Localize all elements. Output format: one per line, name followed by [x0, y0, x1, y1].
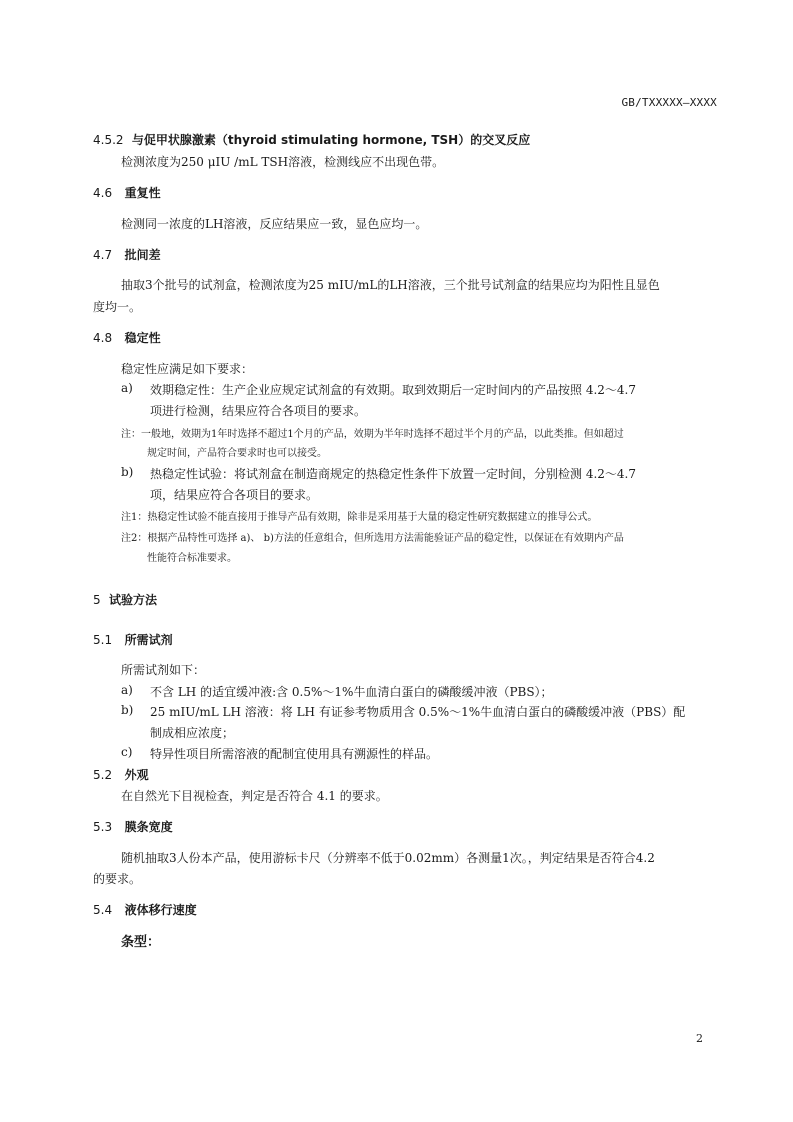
section-title: 稳定性	[124, 331, 161, 345]
paragraph-line: 度均一。	[93, 300, 142, 314]
paragraph: 稳定性应满足如下要求：	[121, 362, 254, 376]
list-item-text: 不含 LH 的适宜缓冲液:含 0.5%～1%牛血清白蛋白的磷酸缓冲液（PBS）；	[150, 685, 553, 699]
note: 注2：根据产品特性可选择 a)、 b)方法的任意组合，但所选用方法需能验证产品的稳定性，以保证在有效期内产品	[121, 533, 624, 544]
section-title: 试验方法	[109, 593, 158, 607]
section-title: 与促甲状腺激素（thyroid stimulating hormone, TSH）的交叉反应	[131, 133, 531, 147]
list-item-text: 项进行检测，结果应符合各项目的要求。	[150, 404, 367, 418]
paragraph: 检测同一浓度的LH溶液，反应结果应一致，显色应均一。	[121, 217, 428, 231]
subheading: 条型：	[121, 935, 161, 950]
paragraph: 检测浓度为250 μIU /mL TSH溶液，检测线应不出现色带。	[121, 155, 445, 169]
list-item-text: 25 mIU/mL LH 溶液：将 LH 有证参考物质用含 0.5%～1%牛血清白蛋白的磷酸缓冲液（PBS）配	[150, 705, 686, 719]
note: 注：一般地，效期为1年时选择不超过1个月的产品，效期为半年时选择不超过半个月的产品，以此类推。但如超过	[121, 429, 624, 440]
section-5-1-heading	[93, 631, 173, 648]
section-title: 重复性	[124, 186, 161, 200]
section-title: 外观	[124, 768, 149, 782]
section-number: 5.3	[93, 820, 113, 834]
section-5-heading	[93, 591, 157, 608]
list-item-label: b)	[121, 465, 134, 479]
section-5-2-heading	[93, 766, 149, 783]
list-item-text: 特异性项目所需溶液的配制宜使用具有溯源性的样品。	[150, 747, 439, 761]
page-number: 2	[696, 1032, 703, 1045]
list-item-text: 热稳定性试验：将试剂盒在制造商规定的热稳定性条件下放置一定时间，分别检测 4.2～4.7	[150, 467, 636, 481]
note: 注1：热稳定性试验不能直接用于推导产品有效期，除非是采用基于大量的稳定性研究数据建立的推导公式。	[121, 512, 598, 523]
section-number: 5.4	[93, 903, 113, 917]
section-number: 4.6	[93, 186, 113, 200]
note: 规定时间，产品符合要求时也可以接受。	[147, 448, 327, 459]
section-number: 5.2	[93, 768, 113, 782]
section-5-4-heading	[93, 901, 197, 918]
list-item-text: 效期稳定性：生产企业应规定试剂盒的有效期。取到效期后一定时间内的产品按照 4.2～4.7	[150, 383, 636, 397]
document-code: GB/TXXXXX—XXXX	[621, 96, 717, 109]
section-title: 所需试剂	[124, 633, 173, 647]
section-title: 液体移行速度	[124, 903, 197, 917]
section-4-7-heading	[93, 246, 161, 263]
section-number: 4.5.2	[93, 133, 124, 147]
paragraph: 所需试剂如下：	[121, 663, 206, 677]
list-item-text: 制成相应浓度；	[150, 726, 235, 740]
section-number: 4.8	[93, 331, 113, 345]
section-number: 4.7	[93, 248, 113, 262]
list-item-label: a)	[121, 683, 133, 697]
section-5-3-heading	[93, 818, 173, 835]
list-item-label: b)	[121, 703, 134, 717]
paragraph: 在自然光下目视检查，判定是否符合 4.1 的要求。	[121, 789, 388, 803]
note: 性能符合标准要求。	[147, 553, 237, 564]
paragraph-line: 抽取3个批号的试剂盒，检测浓度为25 mIU/mL的LH溶液，三个批号试剂盒的结果应均为阳性且显色	[121, 278, 660, 292]
section-4-8-heading	[93, 329, 161, 346]
list-item-text: 项，结果应符合各项目的要求。	[150, 488, 319, 502]
section-number: 5	[93, 593, 101, 607]
section-4-6-heading	[93, 184, 161, 201]
section-title: 批间差	[124, 248, 161, 262]
section-4-5-2-heading	[93, 131, 530, 148]
section-title: 膜条宽度	[124, 820, 173, 834]
list-item-label: c)	[121, 745, 133, 759]
section-number: 5.1	[93, 633, 113, 647]
paragraph-line: 随机抽取3人份本产品，使用游标卡尺（分辨率不低于0.02mm）各测量1次。，判定结果是否符合4.2	[121, 851, 655, 865]
paragraph-line: 的要求。	[93, 872, 142, 886]
list-item-label: a)	[121, 381, 133, 395]
